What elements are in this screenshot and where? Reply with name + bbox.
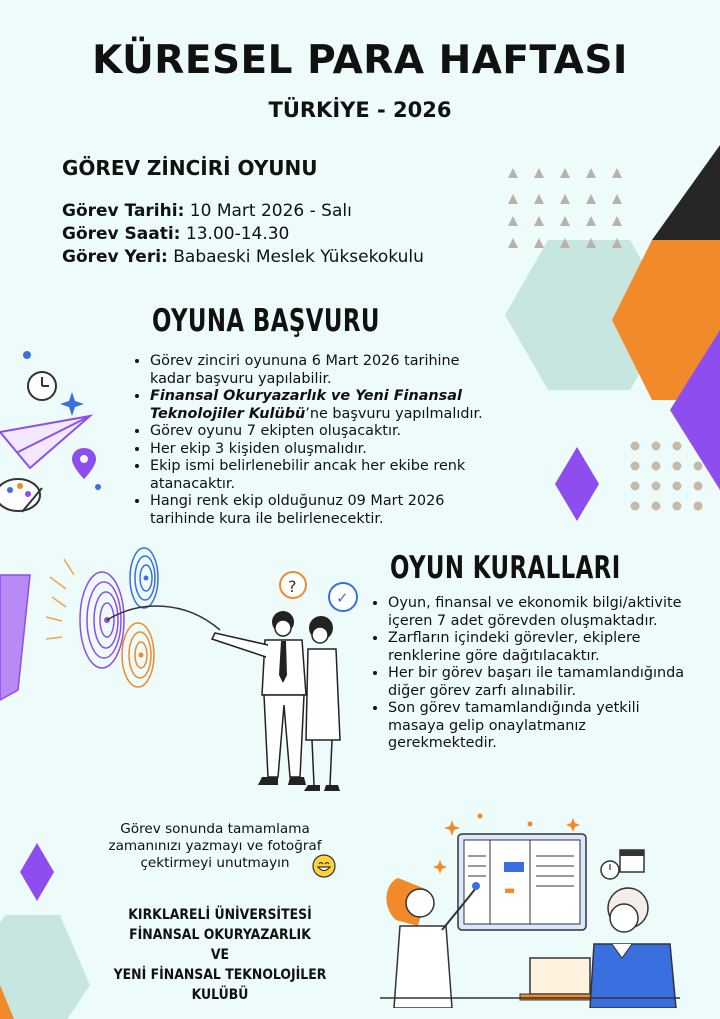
detail-date bbox=[62, 200, 424, 223]
organizer-university: KIRKLARELİ ÜNİVERSİTESİ bbox=[128, 907, 312, 923]
detail-place-value: Babaeski Meslek Yüksekokulu bbox=[173, 247, 424, 267]
reminder-text: Görev sonunda tamamlama zamanınızı yazmayı ve fotoğraf çektirmeyi unutmayın bbox=[108, 821, 322, 871]
truck-icon: ▬ bbox=[504, 883, 516, 897]
game-details bbox=[62, 200, 424, 269]
game-title: GÖREV ZİNCİRİ OYUNU bbox=[62, 156, 318, 180]
application-heading: OYUNA BAŞVURU bbox=[152, 303, 380, 339]
check-icon: ✓ bbox=[336, 589, 349, 607]
paper-plane-illustration bbox=[0, 340, 110, 520]
organizer-block bbox=[108, 905, 332, 1005]
application-list bbox=[130, 353, 500, 528]
detail-time-value: 13.00-14.30 bbox=[185, 224, 290, 244]
target-people-illustration bbox=[40, 545, 370, 795]
rule-item: • Oyun, finansal ve ekonomik bilgi/aktivite içeren 7 adet görevden oluşmaktadır. bbox=[388, 595, 688, 630]
detail-place-label: Görev Yeri: bbox=[62, 247, 168, 267]
rules-list bbox=[368, 595, 688, 753]
rule-item: • Zarfların içindeki görevler, ekiplere renklerine göre dağıtılacaktır. bbox=[388, 630, 688, 665]
rule-item: • Son görev tamamlandığında yetkili masaya gelip onaylatmanız gerekmektedir. bbox=[388, 700, 688, 753]
application-item: • Görev zinciri oyununa 6 Mart 2026 tarihine kadar başvuru yapılabilir. bbox=[150, 353, 500, 388]
rules-heading: OYUN KURALLARI bbox=[390, 550, 621, 586]
detail-date-value: 10 Mart 2026 - Salı bbox=[189, 201, 352, 221]
detail-place bbox=[62, 246, 424, 269]
question-icon: ? bbox=[288, 577, 297, 596]
poster-title: KÜRESEL PARA HAFTASI bbox=[92, 38, 628, 83]
application-item bbox=[150, 388, 500, 423]
application-item-text: ’ne başvuru yapılmalıdır. bbox=[305, 405, 483, 422]
application-item: • Hangi renk ekip olduğunuz 09 Mart 2026 tarihinde kura ile belirlenecektir. bbox=[150, 493, 500, 528]
organizer-club-line1: FİNANSAL OKURYAZARLIK bbox=[129, 927, 311, 943]
application-item: • Ekip ismi belirlenebilir ancak her ekibe renk atanacaktır. bbox=[150, 458, 500, 493]
detail-time-label: Görev Saati: bbox=[62, 224, 181, 244]
planning-board-illustration bbox=[380, 808, 690, 1008]
application-item: • Her ekip 3 kişiden oluşmalıdır. bbox=[150, 441, 500, 459]
reminder-note bbox=[90, 821, 340, 872]
application-item: • Görev oyunu 7 ekipten oluşacaktır. bbox=[150, 423, 500, 441]
rule-item: • Her bir görev başarı ile tamamlandığında diğer görev zarfı alınabilir. bbox=[388, 665, 688, 700]
club-name: Finansal Okuryazarlık ve Yeni Finansal Teknolojiler Kulübü bbox=[150, 388, 462, 422]
detail-time bbox=[62, 223, 424, 246]
organizer-conjunction: VE bbox=[210, 947, 230, 963]
grinning-face-icon bbox=[311, 853, 337, 879]
poster-subtitle: TÜRKİYE - 2026 bbox=[268, 98, 452, 122]
organizer-club-line2: YENİ FİNANSAL TEKNOLOJİLER KULÜBÜ bbox=[113, 967, 327, 1003]
detail-date-label: Görev Tarihi: bbox=[62, 201, 185, 221]
